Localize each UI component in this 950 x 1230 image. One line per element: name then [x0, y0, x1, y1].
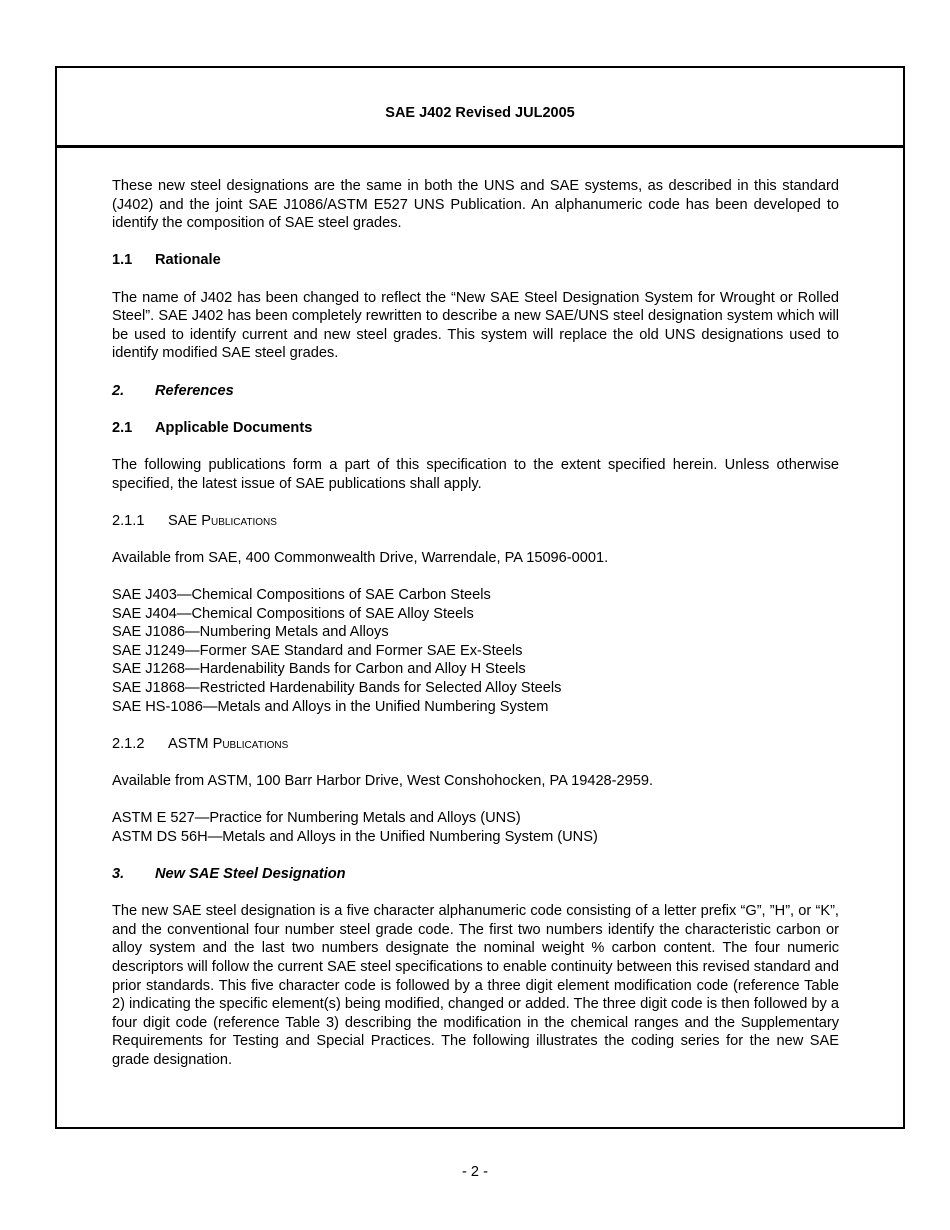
- section-title: Applicable Documents: [155, 419, 313, 436]
- section-number: 3.: [112, 865, 125, 882]
- sae-availability: Available from SAE, 400 Commonwealth Drive, Warrendale, PA 15096-0001.: [112, 549, 609, 566]
- document-body: [112, 177, 839, 1070]
- section-2-1-2-heading: [112, 735, 839, 754]
- astm-availability: Available from ASTM, 100 Barr Harbor Drive, West Conshohocken, PA 19428-2959.: [112, 773, 654, 789]
- section-number: 2.1.2: [112, 735, 145, 752]
- sae-publication-item: SAE J1268—Hardenability Bands for Carbon and Alloy H Steels: [112, 661, 526, 678]
- section-title: ASTM Publications: [168, 735, 289, 752]
- designation-paragraph: The new SAE steel designation is a five character alphanumeric code consisting of a letter prefix “G”, ”H”, or “K”, and the conventional four number steel grade code. The first two numbers identify the characteristic carbon or alloy system and the last two numbers designate the nominal weight % carbon content. The four numeric descriptors will follow the current SAE steel specifications to enable continuity between this revised standard and prior standards. This five character code is followed by a three digit element modification code (reference Table 2) indicating the specific element(s) being modified, changed or added. The three digit code is then followed by a four digit code (reference Table 3) describing the modification in the chemical ranges and the Supplementary Requirements for Testing and Special Practices. The following illustrates the coding series for the new SAE grade designation.: [112, 903, 839, 1068]
- section-title: SAE Publications: [168, 512, 277, 529]
- section-number: 2.: [112, 382, 125, 399]
- section-3-heading: [112, 865, 839, 884]
- astm-publication-item: ASTM DS 56H—Metals and Alloys in the Unified Numbering System (UNS): [112, 828, 598, 845]
- page-number: - 2 -: [462, 1164, 488, 1180]
- astm-publication-item: ASTM E 527—Practice for Numbering Metals and Alloys (UNS): [112, 810, 521, 827]
- section-2-heading: [112, 382, 839, 401]
- section-2-1-1-heading: [112, 512, 839, 531]
- section-number: 1.1: [112, 252, 133, 269]
- sae-publication-item: SAE J1249—Former SAE Standard and Former SAE Ex-Steels: [112, 642, 523, 659]
- applicable-documents-paragraph: The following publications form a part of this specification to the extent specified herein. Unless otherwise specified, the latest issue of SAE publications shall apply.: [112, 456, 839, 492]
- intro-paragraph: These new steel designations are the same in both the UNS and SAE systems, as described in this standard (J402) and the joint SAE J1086/ASTM E527 UNS Publication. An alphanumeric code has been developed to identify the composition of SAE steel grades.: [112, 178, 839, 232]
- sae-publication-item: SAE J1086—Numbering Metals and Alloys: [112, 624, 389, 641]
- section-number: 2.1: [112, 419, 133, 436]
- sae-publication-item: SAE HS-1086—Metals and Alloys in the Unified Numbering System: [112, 698, 549, 715]
- section-1-1-heading: [112, 251, 839, 270]
- sae-publication-item: SAE J403—Chemical Compositions of SAE Carbon Steels: [112, 587, 491, 604]
- section-2-1-heading: [112, 419, 839, 438]
- sae-publication-item: SAE J404—Chemical Compositions of SAE Alloy Steels: [112, 605, 474, 622]
- section-title: Rationale: [155, 252, 221, 269]
- section-title: References: [155, 382, 234, 399]
- section-title: New SAE Steel Designation: [155, 865, 346, 882]
- section-number: 2.1.1: [112, 512, 145, 529]
- document-title: SAE J402 Revised JUL2005: [385, 105, 575, 121]
- rationale-paragraph: The name of J402 has been changed to reflect the “New SAE Steel Designation System for Wrought or Rolled Steel”. SAE J402 has been completely rewritten to describe a new SAE/UNS steel designation system which will be used to identify current and new steel grades. This system will replace the old UNS designations used to identify modified SAE steel grades.: [112, 289, 839, 362]
- sae-publication-item: SAE J1868—Restricted Hardenability Bands for Selected Alloy Steels: [112, 680, 562, 697]
- document-header: [57, 68, 903, 148]
